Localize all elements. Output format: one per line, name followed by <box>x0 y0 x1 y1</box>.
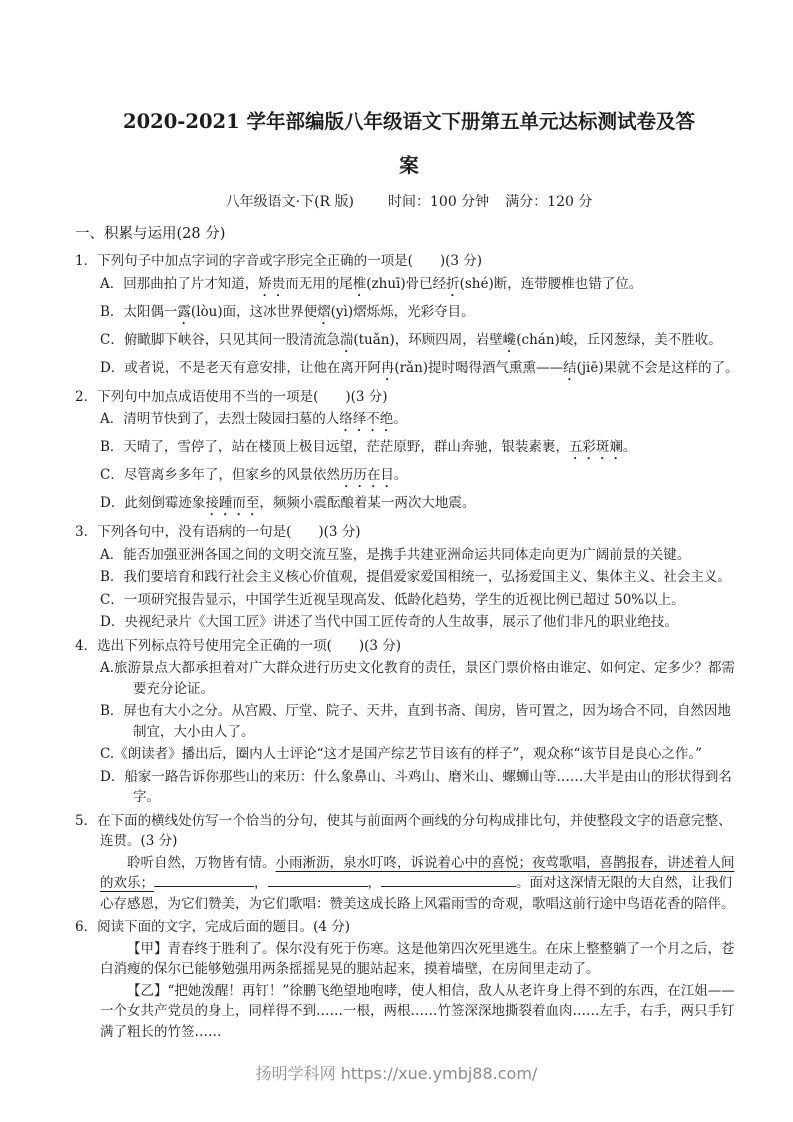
text-run: 熠 <box>317 303 331 320</box>
text-run: C．尽管离乡多年了，但家乡的风景依然 <box>100 467 340 484</box>
question-4-stem: 4．选出下列标点符号使用完全正确的一项( )(3 分) <box>75 637 402 654</box>
question-2-option-c <box>75 465 743 491</box>
text-run: 。 <box>622 439 637 456</box>
question-2-option-b <box>75 437 743 463</box>
question-1-option-d <box>75 358 743 384</box>
question-3-option-d <box>75 612 743 633</box>
blank-line <box>154 874 254 888</box>
text-run: 【甲】青春终于胜利了。保尔没有死于伤寒。这是他第四次死里逃生。在床上整整躺了一个月之后，苍白消瘦的保尔已能够勉强用两条摇摇晃晃的腿站起来，摸着墙壁，在房间里走动了。 <box>100 940 735 978</box>
blank-line <box>268 874 368 888</box>
question-1-option-a <box>75 274 743 300</box>
text-run: (chán)峻，丘冈葱绿，美不胜收。 <box>516 331 722 348</box>
text-run: (rǎn)提时喝得酒气熏熏—— <box>394 359 564 376</box>
exam-meta <box>75 192 743 213</box>
text-run: A.旅游景点大都承担着对广大群众进行历史文化教育的责任，景区门票价格由谁定、如何定、定多少？都需要充分论证。 <box>100 660 736 697</box>
question-4-option-b <box>75 701 743 742</box>
text-run: D．此刻倒霉迹象 <box>100 495 206 512</box>
question-5-stem: 5．在下面的横线处仿写一个恰当的分句，使其与前面两个画线的分句构成排比句，并使整段文字的语意完整、连贯。(3 分) <box>75 812 732 850</box>
text-run: ，频频小震酝酿着某一两次大地震。 <box>259 495 476 512</box>
text-run: 结 <box>563 359 577 376</box>
text-run: 冉 <box>380 359 395 376</box>
text-run: 小雨淅沥，泉水叮咚，诉说着心中的喜悦；夜莺歌唱，喜鹊报春，讲述着人间的欢乐； <box>100 854 735 892</box>
question-3-option-a <box>75 545 743 566</box>
question-3-stem: 3．下列各句中，没有语病的一句是( )(3 分) <box>75 524 361 541</box>
text-run: 而无用的尾 <box>285 275 353 292</box>
question-1-option-c <box>75 330 743 356</box>
text-run: 矫贵 <box>258 275 286 292</box>
text-run: 。 <box>393 467 408 484</box>
text-run: 历历在目 <box>339 467 394 484</box>
footer-watermark: 扬明学科网 https://xue.ymbj88.com/ <box>255 1064 538 1083</box>
exam-edition: 八年级语文·下(R 版) <box>225 193 355 210</box>
text-run: (shé)断，连带腰椎也错了位。 <box>459 275 643 292</box>
text-run: B．屏也有大小之分。从宫殿、厅堂、院子、天井，直到书斋、闺房，皆可置之，因为场合不同，自然因地制宜，大小由人了。 <box>100 703 731 740</box>
question-4 <box>75 636 743 808</box>
text-run: B．太阳偶一 <box>100 303 178 320</box>
text-run: A．回那曲拍了片才知道， <box>100 275 259 292</box>
question-1-stem: 1．下列句子中加点字词的字音或字形完全正确的一项是( )(3 分) <box>75 253 483 270</box>
text-run: A．清明节快到了，去烈士陵园扫墓的人 <box>100 411 340 428</box>
text-run: (zhuī)骨已经 <box>366 275 447 292</box>
text-run: 络绎不绝 <box>339 411 394 428</box>
blank-line <box>381 874 516 888</box>
text-run: 接踵而至 <box>205 495 260 512</box>
question-3-option-c <box>75 590 743 611</box>
text-run: 。 <box>393 411 407 428</box>
question-1 <box>75 251 743 384</box>
question-6-passage-yi <box>75 981 743 1043</box>
question-3-option-b <box>75 567 743 588</box>
question-2-stem: 2．下列句中加点成语使用不当的一项是( )(3 分) <box>75 388 388 405</box>
text-run: 湍 <box>339 331 354 348</box>
text-run: D．或者说，不是老天有意安排，让他在离开阿 <box>100 359 381 376</box>
text-run: 折 <box>446 275 460 292</box>
text-run: (yì)熠烁烁，光彩夺目。 <box>330 303 475 320</box>
text-run: (tuǎn)，环顾四周，岩壁 <box>353 331 503 348</box>
text-run: 椎 <box>352 275 367 292</box>
text-run: (lòu)面，这冰世界便 <box>190 303 318 320</box>
question-1-option-b <box>75 302 743 328</box>
question-6 <box>75 917 743 1042</box>
text-run: B．我们要培育和践行社会主义核心价值观，提倡爱家爱国相统一，弘扬爱国主义、集体主义、社会主义。 <box>100 569 731 586</box>
question-2-option-d <box>75 493 743 519</box>
question-5-passage <box>75 853 743 915</box>
question-4-option-c <box>75 744 743 765</box>
text-run: (jiē)果就不会是这样的了。 <box>576 359 739 376</box>
section-heading: 一、积累与运用(28 分) <box>75 226 226 243</box>
text-run: A．能否加强亚洲各国之间的文明交流互鉴，是携手共建亚洲命运共同体走向更为广阔前景的关键。 <box>100 546 691 563</box>
text-run: D．船家一路告诉你那些山的来历：什么象鼻山、斗鸡山、磨米山、螺蛳山等……大半是由山的形状得到名字。 <box>100 768 732 806</box>
text-run: B．天晴了，雪停了，站在楼顶上极目远望，茫茫原野，群山奔驰，银装素裹， <box>100 439 569 456</box>
text-run: 露 <box>177 303 191 320</box>
exam-score: 满分：120 分 <box>505 193 593 210</box>
question-3 <box>75 522 743 633</box>
text-run: C．一项研究报告显示，中国学生近视呈现高发、低龄化趋势，学生的近视比例已超过 50%以上。 <box>100 591 685 608</box>
question-2 <box>75 387 743 520</box>
question-6-passage-jia <box>75 939 743 980</box>
text-run: 。面对这深情无限的大自然，让我们心存感恩，为它们赞美，为它们歌唱：赞美这成长路上风霜雨雪的奇观，歌唱这前行途中鸟语花香的陪伴。 <box>100 875 735 912</box>
text-run: C.《朗读者》播出后，圈内人士评论“这才是国产综艺节目该有的样子”，观众称“该节目是良心之作。” <box>100 746 702 763</box>
exam-time: 时间：100 分钟 <box>388 193 490 210</box>
question-5 <box>75 811 743 915</box>
question-2-option-a <box>75 409 743 435</box>
text-run: ， <box>254 875 268 892</box>
question-4-option-d <box>75 767 743 808</box>
text-run: ， <box>367 875 381 892</box>
text-run: 巉 <box>502 331 517 348</box>
text-run: 聆听自然，万物皆有情。 <box>127 854 276 871</box>
text-run: C．俯瞰脚下峡谷，只见其间一股清流急 <box>100 331 340 348</box>
question-6-stem: 6．阅读下面的文字，完成后面的题目。(4 分) <box>75 919 351 936</box>
text-run: 五彩斑斓 <box>568 439 623 456</box>
page-title: 2020-2021 学年部编版八年级语文下册第五单元达标测试卷及答案 <box>123 110 695 177</box>
text-run: 【乙】“把她泼醒！再钉！”徐鹏飞绝望地咆哮，使人相信，敌人从老许身上得不到的东西，在江姐——一个女共产党员的身上，同样得不到……一根，两根……竹签深深地撕裂着血肉……左手，右手，两只手钉满了粗长的竹签…… <box>100 982 735 1040</box>
text-run: D．央视纪录片《大国工匠》讲述了当代中国工匠传奇的人生故事，展示了他们非凡的职业绝技。 <box>100 614 678 631</box>
question-4-option-a <box>75 658 743 699</box>
